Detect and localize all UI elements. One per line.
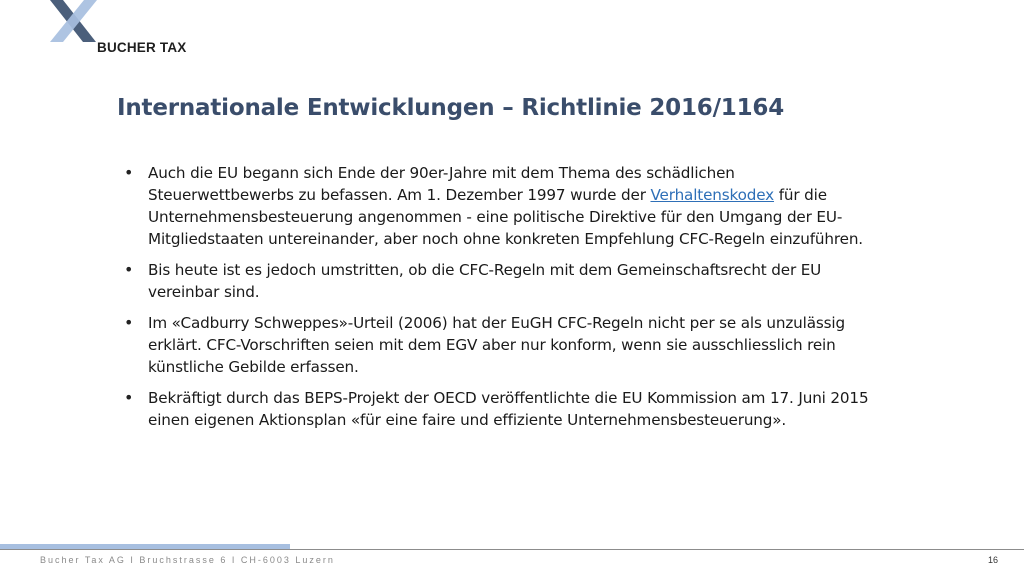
bullet-text-2: Bis heute ist es jedoch umstritten, ob die CFC-Regeln mit dem Gemeinschaftsrecht der EU vereinbar sind.: [148, 261, 822, 301]
bullet-item-3: [122, 312, 882, 378]
verhaltenskodex-link[interactable]: Verhaltenskodex: [650, 186, 775, 204]
logo-text: BUCHER TAX: [97, 40, 187, 55]
company-logo: [50, 0, 210, 60]
bullet-icon: •: [124, 260, 134, 279]
bullet-icon: •: [124, 313, 134, 332]
bullet-text-1-after: für die Unternehmensbesteuerung angenommen - eine politische Direktive für den Umgang der EU-Mitgliedstaaten untereinander, aber noch ohne konkreten Empfehlung CFC-Regeln einzuführen.: [148, 186, 863, 248]
bullet-text-1: [148, 162, 882, 250]
bullet-item-1: [122, 162, 882, 250]
footer-divider: [0, 549, 1024, 550]
bullet-text-4: Bekräftigt durch das BEPS-Projekt der OECD veröffentlichte die EU Kommission am 17. Juni 2015 einen eigenen Aktionsplan «für eine faire und effiziente Unternehmensbesteuerung».: [148, 389, 869, 429]
bullet-item-2: [122, 259, 882, 303]
bullet-text-3: Im «Cadburry Schweppes»-Urteil (2006) hat der EuGH CFC-Regeln nicht per se als unzulässig erklärt. CFC-Vorschriften seien mit dem EGV aber nur konform, wenn sie ausschliesslich rein künstliche Gebilde erfassen.: [148, 314, 845, 376]
bullet-icon: •: [124, 163, 134, 182]
bullet-item-4: [122, 387, 882, 431]
bullet-icon: •: [124, 388, 134, 407]
logo-x-mark-icon: [50, 0, 130, 45]
slide-title: Internationale Entwicklungen – Richtlinie 2016/1164: [117, 95, 785, 121]
page-number: 16: [987, 555, 998, 565]
bullet-text-1-before: Auch die EU begann sich Ende der 90er-Jahre mit dem Thema des schädlichen Steuerwettbewerbs zu befassen. Am 1. Dezember 1997 wurde der: [148, 164, 735, 204]
footer-address: Bucher Tax AG I Bruchstrasse 6 I CH-6003 Luzern: [40, 555, 335, 565]
bullet-list: [122, 162, 882, 440]
